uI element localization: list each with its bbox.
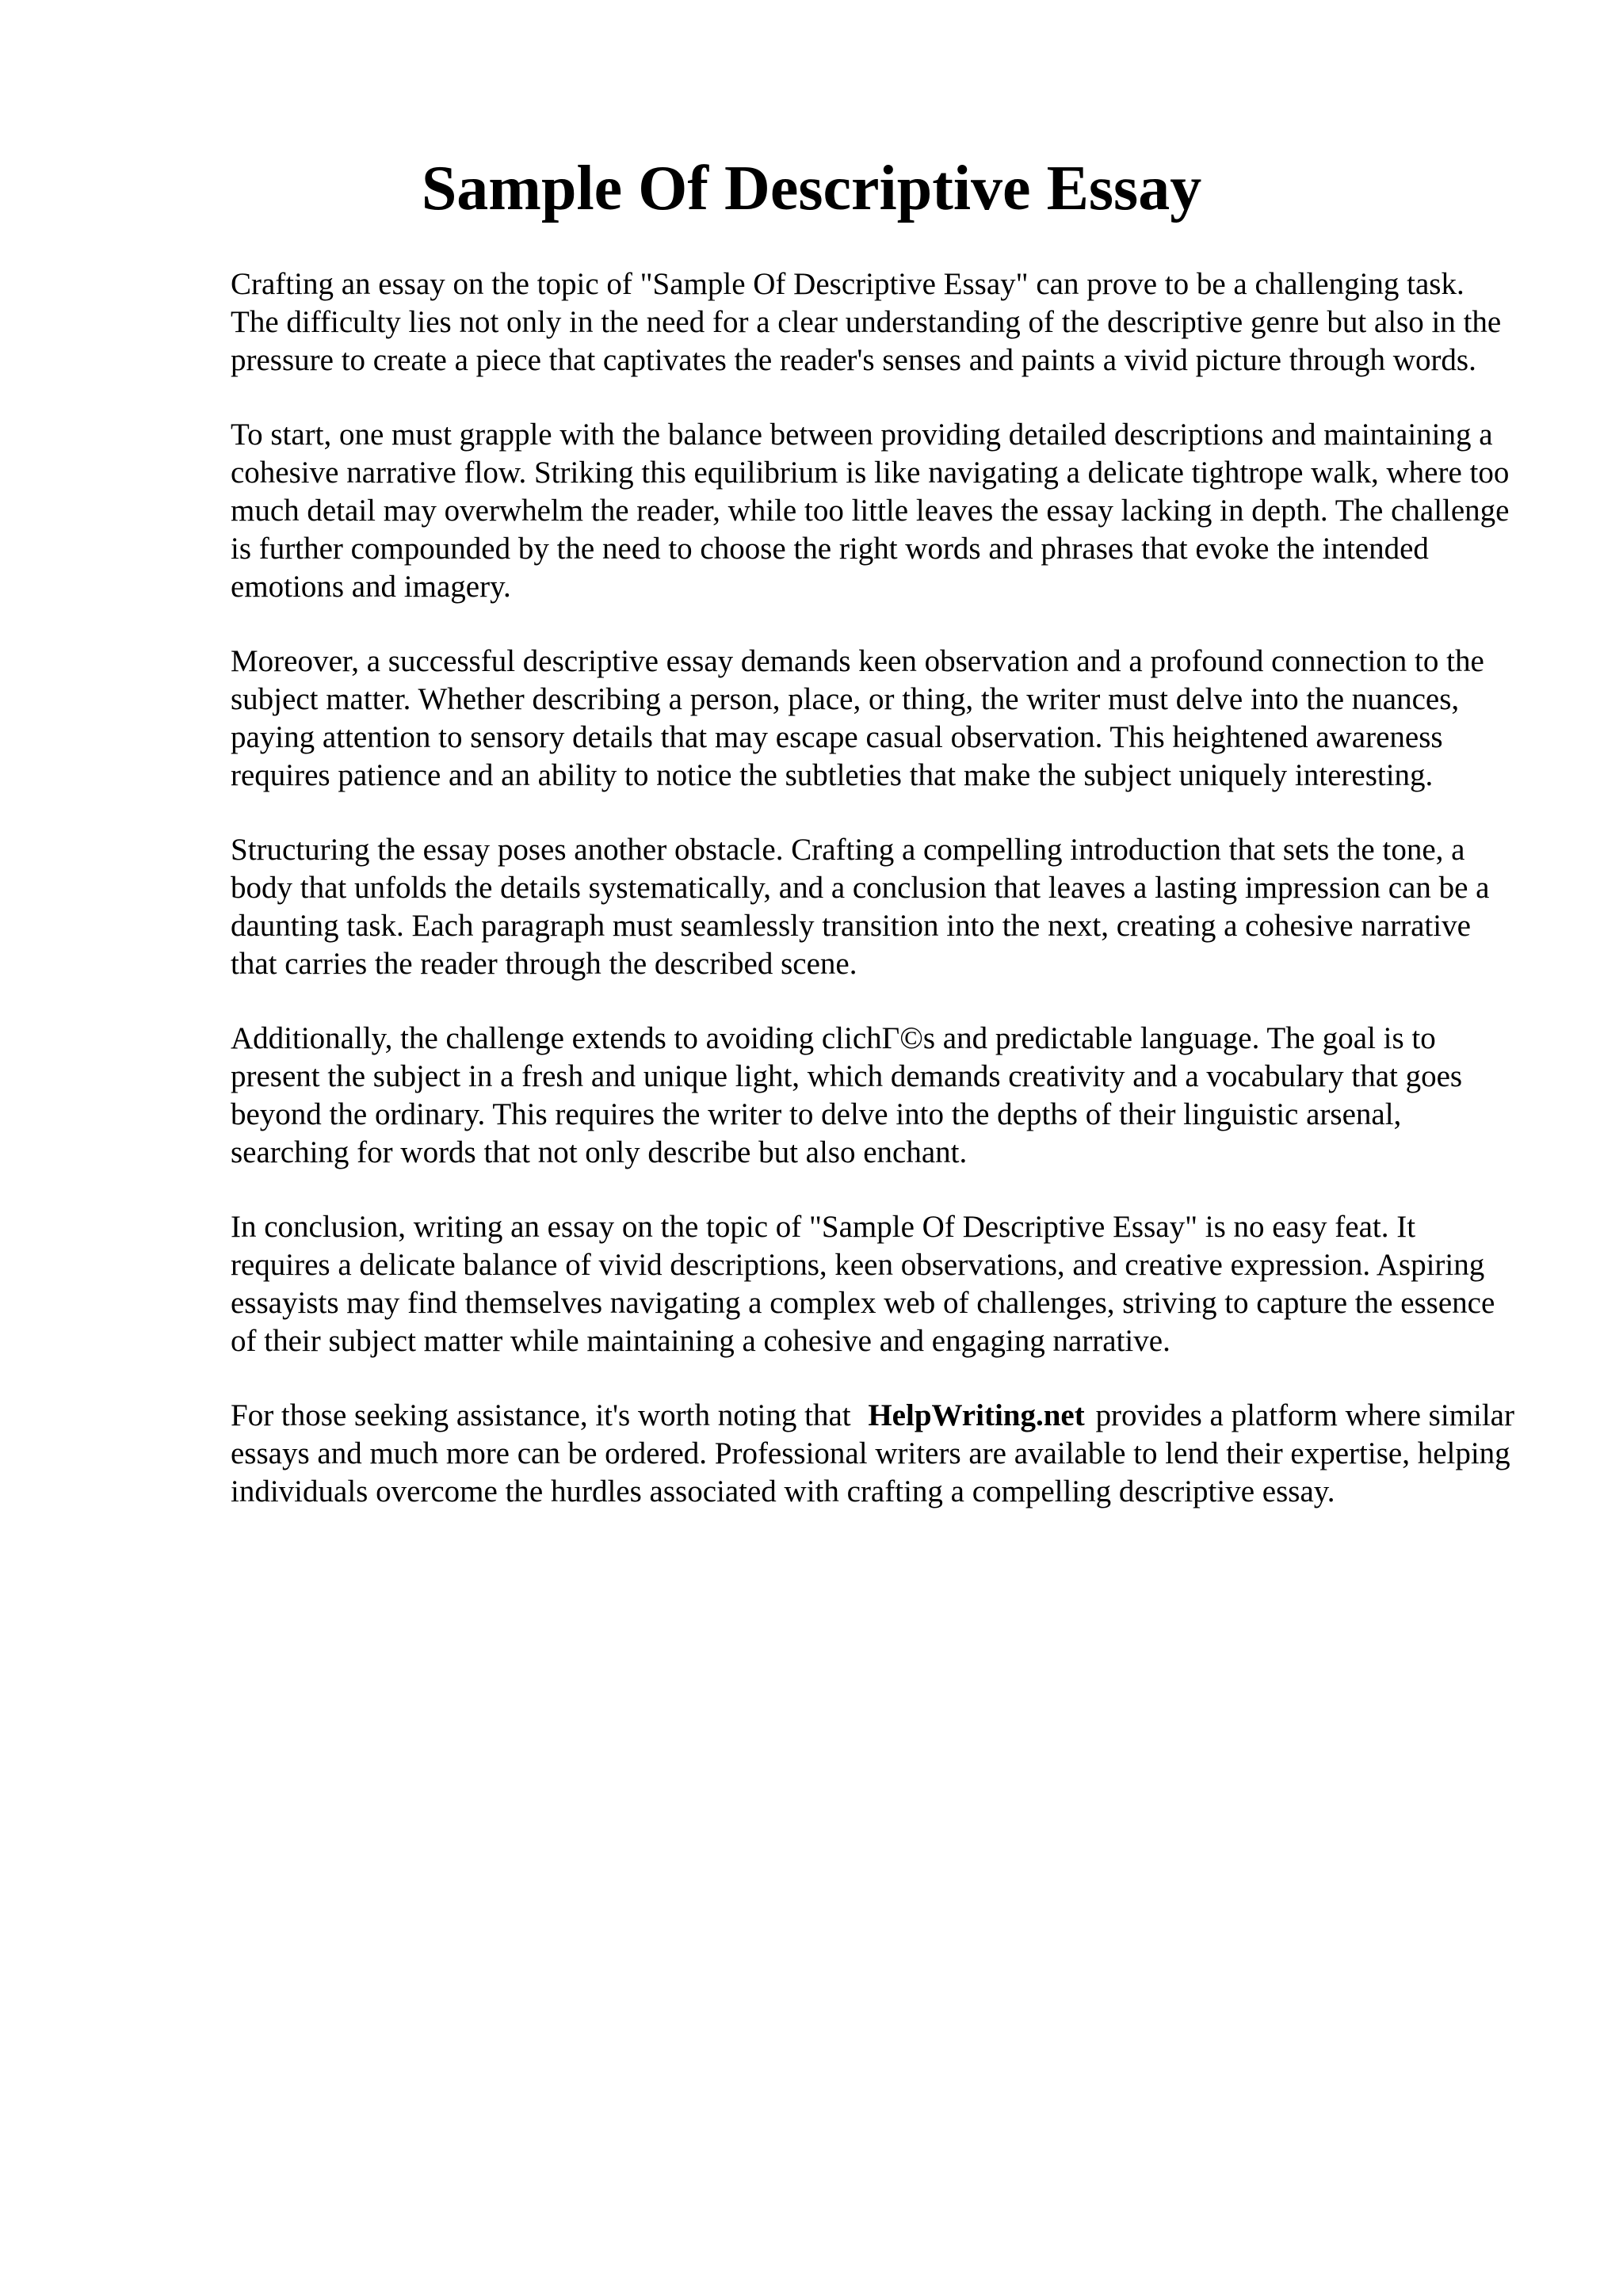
paragraph-7-rest: provides a platform where similar essays and much more can be ordered. Professional writers are available to lend their expertise, helping individuals overcome the hurdles associated with crafting a compelling descriptive essay. <box>231 1398 1514 1508</box>
paragraph-7 <box>231 1397 1518 1511</box>
paragraph-3: Moreover, a successful descriptive essay demands keen observation and a profound connection to the subject matter. Whether describing a person, place, or thing, the writer must delve into the nuances, paying attention to sensory details that may escape casual observation. This heightened awareness requires patience and an ability to notice the subtleties that make the subject uniquely interesting. <box>231 644 1484 792</box>
paragraph-2: To start, one must grapple with the balance between providing detailed descriptions and maintaining a cohesive narrative flow. Striking this equilibrium is like navigating a delicate tightrope walk, where too much detail may overwhelm the reader, while too little leaves the essay lacking in depth. The challenge is further compounded by the need to choose the right words and phrases that evoke the intended emotions and imagery. <box>231 418 1510 604</box>
essay-body <box>231 265 1518 1547</box>
paragraph-5: Additionally, the challenge extends to avoiding clichГ©s and predictable language. The goal is to present the subject in a fresh and unique light, which demands creativity and a vocabulary that goes beyond the ordinary. This requires the writer to delve into the depths of their linguistic arsenal, searching for words that not only describe but also enchant. <box>231 1021 1463 1169</box>
paragraph-4: Structuring the essay poses another obstacle. Crafting a compelling introduction that sets the tone, a body that unfolds the details systematically, and a conclusion that leaves a lasting impression can be a daunting task. Each paragraph must seamlessly transition into the next, creating a cohesive narrative that carries the reader through the described scene. <box>231 833 1490 981</box>
helpwriting-link[interactable]: HelpWriting.net <box>868 1398 1085 1432</box>
paragraph-1: Crafting an essay on the topic of "Sample Of Descriptive Essay" can prove to be a challenging task. The difficulty lies not only in the need for a clear understanding of the descriptive genre but also in the pressure to create a piece that captivates the reader's senses and paints a vivid picture through words. <box>231 267 1502 377</box>
paragraph-7-intro: For those seeking assistance, it's worth noting that <box>231 1398 851 1432</box>
page-title: Sample Of Descriptive Essay <box>421 154 1202 223</box>
paragraph-6: In conclusion, writing an essay on the topic of "Sample Of Descriptive Essay" is no easy feat. It requires a delicate balance of vivid descriptions, keen observations, and creative expression. Aspiring essayists may find themselves navigating a complex web of challenges, striving to capture the essence of their subject matter while maintaining a cohesive and engaging narrative. <box>231 1210 1495 1358</box>
